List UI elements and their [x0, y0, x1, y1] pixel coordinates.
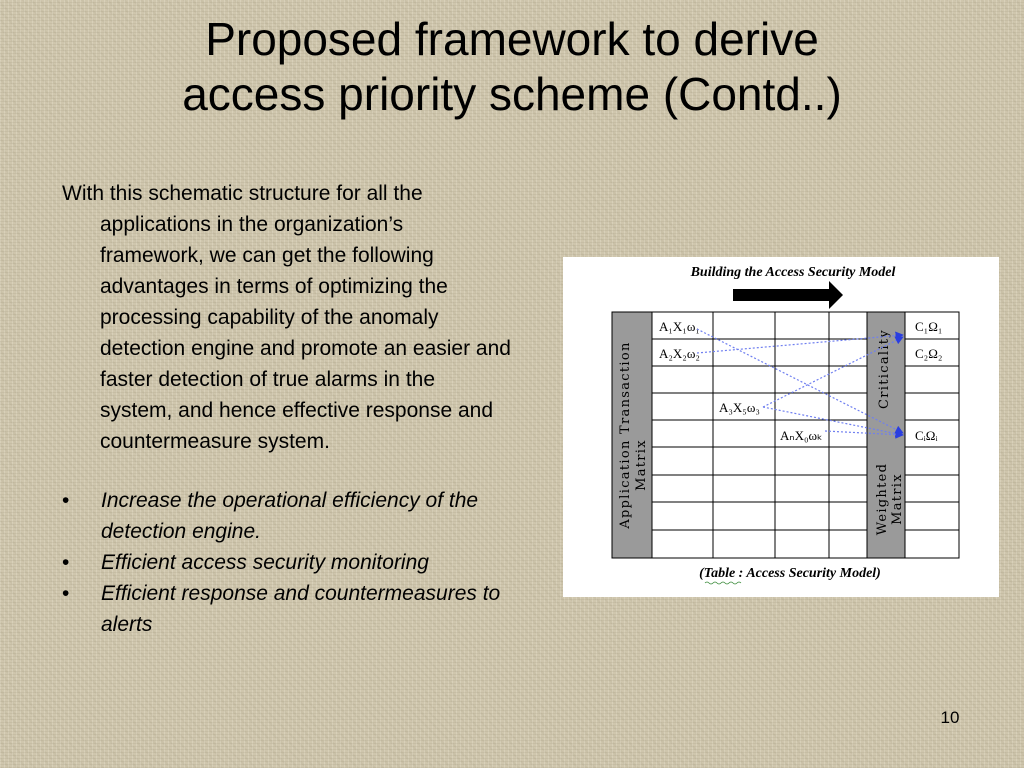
bullet-item	[62, 547, 512, 578]
matrix-label: Matrix	[890, 473, 905, 525]
cell-a2x2w2: A₂X₂ω₂	[659, 346, 700, 361]
bullet-item	[62, 485, 512, 547]
body-text	[62, 178, 512, 640]
figure-caption: (Table : Access Security Model)	[699, 566, 881, 581]
bullet-symbol: •	[62, 582, 70, 605]
bullet-text: Increase the operational efficiency of the detection engine.	[101, 489, 479, 543]
bullet-text: Efficient access security monitoring	[101, 551, 429, 574]
slide-title	[0, 12, 1024, 122]
intro-paragraph: With this schematic structure for all the applications in the organization’s framework, we can get the following advantages in terms of optimizing the processing capability of the anomaly detection engine and promote an easier and faster detection of true alarms in the system, and hence effective response and countermeasure system.	[62, 182, 511, 453]
output-c2: C₂Ω₂	[915, 346, 943, 361]
cell-anxwk: AₙX₀ωₖ	[780, 428, 823, 443]
output-c1: C₁Ω₁	[915, 319, 943, 334]
cell-a3x5w3: A₃X₅ω₃	[719, 400, 760, 415]
figure-header: Building the Access Security Model	[690, 265, 896, 280]
page-number: 10	[940, 708, 960, 727]
access-security-model-figure	[563, 257, 999, 597]
spellcheck-underline	[705, 582, 741, 584]
bullet-symbol: •	[62, 489, 70, 512]
model-diagram	[563, 257, 999, 597]
output-ci: CᵢΩᵢ	[915, 428, 938, 443]
direction-arrow-icon	[733, 281, 843, 309]
weighted-label: Weighted	[875, 462, 890, 536]
bullet-text: Efficient response and countermeasures to alerts	[101, 582, 501, 636]
bullet-item	[62, 578, 512, 640]
application-label-bottom: Matrix	[634, 439, 649, 491]
bullet-symbol: •	[62, 551, 70, 574]
title-line-1: Proposed framework to derive	[205, 13, 819, 65]
criticality-label: Criticality	[877, 329, 892, 409]
title-line-2: access priority scheme (Contd..)	[182, 68, 842, 120]
application-label-top: Application Transaction	[618, 341, 633, 529]
cell-a1x1w1: A₁X₁ω₁	[659, 319, 700, 334]
advantages-list	[62, 485, 512, 640]
